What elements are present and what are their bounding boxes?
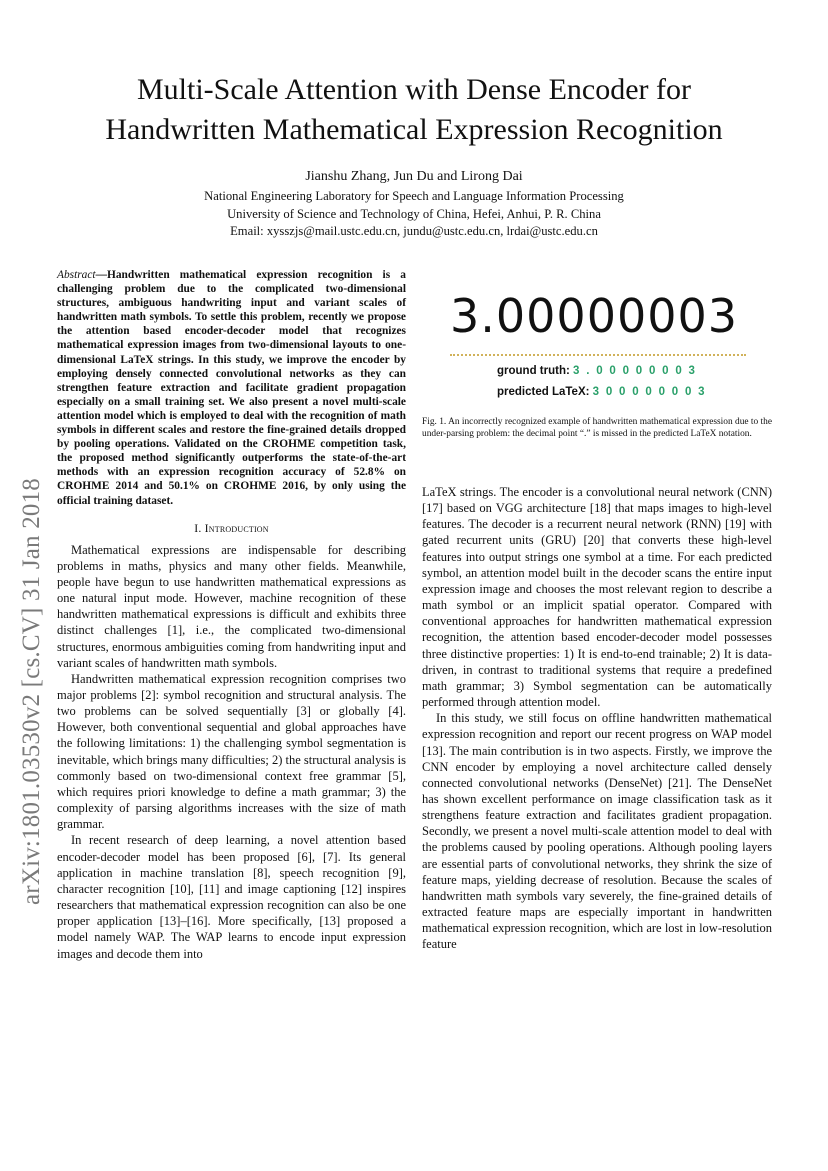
ground-truth-value: 3 . 0 0 0 0 0 0 0 3 [573, 365, 697, 377]
predicted-latex-value: 3 0 0 0 0 0 0 0 3 [592, 386, 707, 398]
right-column [422, 484, 772, 953]
authors: Jianshu Zhang, Jun Du and Lirong Dai [305, 169, 523, 184]
email-line: Email: xysszjs@mail.ustc.edu.cn, jundu@ustc.edu.cn, lrdai@ustc.edu.cn [230, 224, 598, 239]
intro-paragraph-2: Handwritten mathematical expression recognition comprises two major problems [2]: symbol recognition and structural analysis. The two problems can be solved sequentially [3] or globally [4]. However, both conventional sequential and global approaches have the following limitations: 1) the challenging symbol segmentation is inevitable, which brings many difficulties; 2) the structural analysis is commonly based on two-dimensional context free grammar [5], which requires priori knowledge to define a math grammar; 3) the complexity of parsing algorithms increases with the size of math grammar. [57, 671, 406, 832]
figure-1 [440, 270, 770, 400]
title-line-1: Multi-Scale Attention with Dense Encoder for [136, 73, 692, 106]
intro-paragraph-3: In recent research of deep learning, a novel attention based encoder-decoder model has been proposed [6], [7]. Its general application in machine translation [8], speech recognition [9], character recognition [10], [11] and image captioning [12] inspires researchers that mathematical expression recognition can also be one proper application [13]–[16]. More specifically, [13] proposed a model namely WAP. The WAP learns to encode input expression images and decode them into [57, 833, 406, 961]
affiliation-line-1: National Engineering Laboratory for Speech and Language Information Processing [204, 189, 624, 203]
ground-truth-label: ground truth: [497, 365, 570, 377]
predicted-latex-line [497, 386, 706, 398]
arxiv-stamp: arXiv:1801.03530v2 [cs.CV] 31 Jan 2018 [18, 478, 45, 905]
abstract-body: —Handwritten mathematical expression recognition is a challenging problem due to the complicated two-dimensional structures, ambiguous handwriting input and variant scales of handwritten math symbols. To settle this problem, recently we propose the attention based encoder-decoder model that recognizes mathematical expression images from two-dimensional layouts to one-dimensional LaTeX strings. In this study, we improve the encoder by employing densely connected convolutional networks as they can strengthen feature extraction and facilitate gradient propagation especially on a small training set. We also present a novel multi-scale attention model which is employed to deal with the recognition of math symbols in different scales and restore the fine-grained details dropped by pooling operations. Validated on the CROHME competition task, the proposed method significantly outperforms the state-of-the-art methods with an expression recognition accuracy of 52.8% on CROHME 2014 and 50.1% on CROHME 2016, by only using the official training dataset. [57, 269, 406, 507]
affiliation [0, 188, 828, 241]
section-heading-introduction: I. Introduction [194, 520, 269, 535]
figure-divider [450, 354, 746, 356]
ground-truth-line [497, 365, 697, 377]
abstract [57, 268, 406, 508]
affiliation-line-2: University of Science and Technology of China, Hefei, Anhui, P. R. China [227, 206, 601, 221]
right-paragraph-1: LaTeX strings. The encoder is a convolutional neural network (CNN) [17] based on VGG architecture [18] that maps images to high-level features. The decoder is a recurrent neural network (RNN) [19] with gated recurrent units (GRU) [20] that converts these high-level features into output strings one symbol at a time. For each predicted symbol, an attention model built in the decoder scans the entire input expression image and chooses the most relevant region to describe a math symbol or an implicit spatial operator. Compared with conventional approaches for handwritten mathematical expression recognition, the attention based encoder-decoder model possesses three distinctive properties: 1) It is end-to-end trainable; 2) It is data-driven, in contrast to traditional systems that require a predefined math grammar; 3) Symbol segmentation can be automatically performed through attention model. [422, 485, 772, 710]
intro-paragraph-1: Mathematical expressions are indispensable for describing problems in maths, physics and many other fields. Meanwhile, people have begun to use handwritten mathematical expressions as one natural input mode. However, machine recognition of these handwritten mathematical expressions is difficult and exhibits three distinct challenges [1], i.e., the complicated two-dimensional structures, enormous ambiguities coming from handwriting input and variant scales of handwritten math symbols. [57, 542, 406, 670]
right-paragraph-2: In this study, we still focus on offline handwritten mathematical expression recognition and report our recent progress on WAP model [13]. The main contribution is in two aspects. Firstly, we improve the CNN encoder by employing a novel architecture called densely connected convolutional networks (DenseNet) [21]. The DenseNet has shown excellent performance on image classification task as it strengthens feature extraction and facilitates gradient propagation. Secondly, we present a novel multi-scale attention model to deal with the problems caused by pooling operations. Although pooling layers are essential parts of convolutional networks, they shrink the size of feature maps, yielding decrease of resolution. Because the scales of handwritten math symbols vary severely, the fine-grained details of extracted feature maps are especially important in handwritten mathematical expression recognition, which are lost in low-resolution feature [422, 711, 772, 952]
paper-title [40, 70, 788, 150]
abstract-lead: Abstract [57, 269, 96, 281]
left-column [57, 268, 406, 962]
handwritten-expression-text: 3.00000003 [450, 289, 739, 343]
title-line-2: Handwritten Mathematical Expression Recognition [105, 113, 723, 146]
handwritten-expression-image [440, 270, 770, 350]
figure-caption: Fig. 1. An incorrectly recognized example of handwritten mathematical expression due to the under-parsing problem: the decimal point “.” is missed in the predicted LaTeX notation. [422, 417, 772, 439]
predicted-latex-label: predicted LaTeX: [497, 386, 590, 398]
